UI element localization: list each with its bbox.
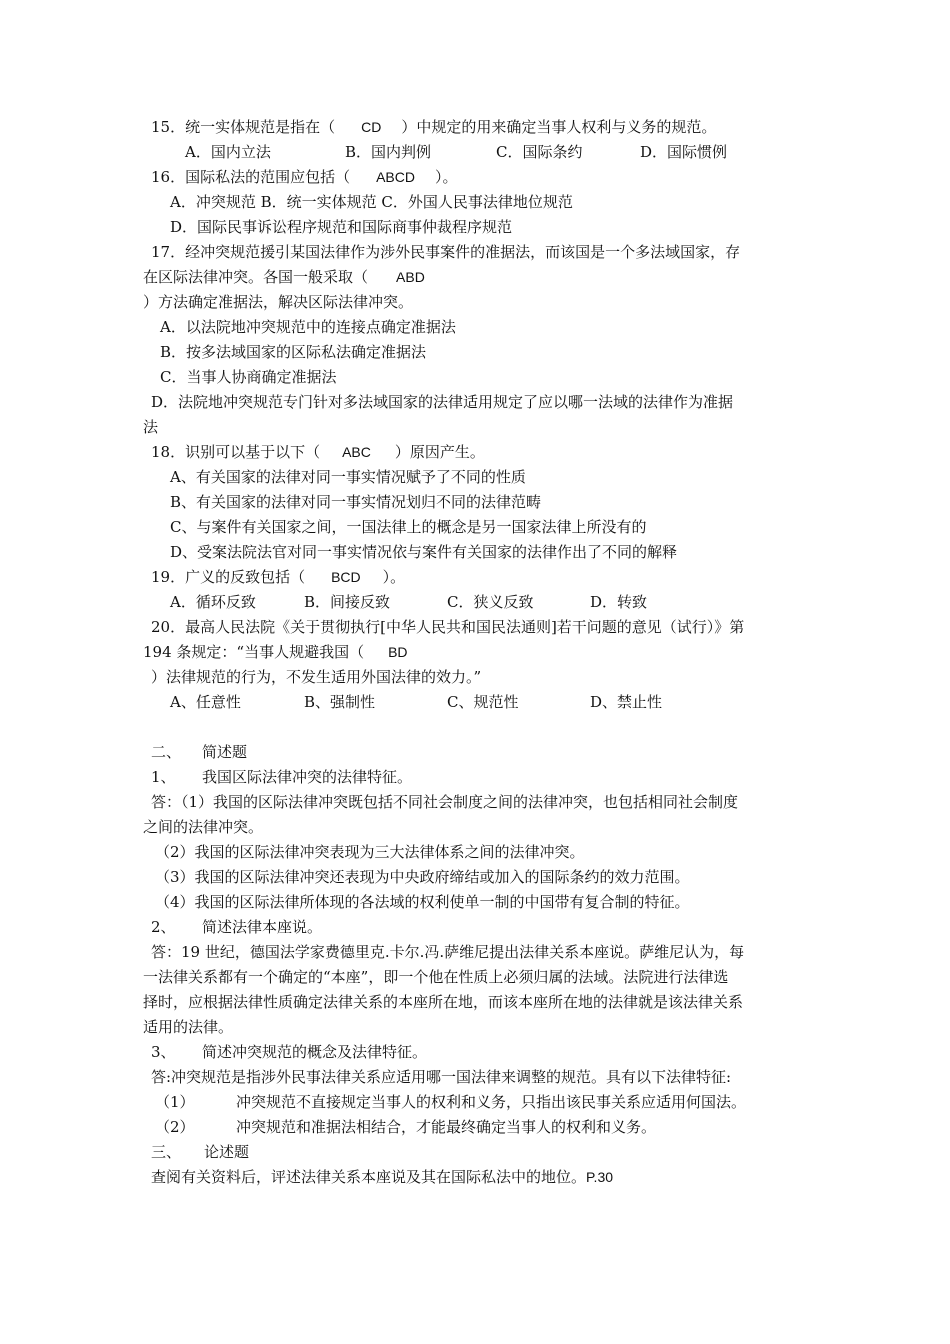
section-3-number: 三、 — [151, 1143, 182, 1161]
s2-item-2-title: 简述法律本座说。 — [202, 918, 323, 936]
question-15-stem — [151, 117, 716, 137]
q18-stem-before: 18．识别可以基于以下（ — [151, 443, 321, 461]
s2-item-3-answer-line: 答:冲突规范是指涉外民事法律关系应适用哪一国法律来调整的规范。具有以下法律特征: — [151, 1068, 732, 1086]
s2-item-3-point-2-text: 冲突规范和准据法相结合，才能最终确定当事人的权利和义务。 — [236, 1118, 657, 1136]
q17-option-c: C．当事人协商确定准据法 — [160, 368, 337, 386]
q19-option-b: B．间接反致 — [304, 593, 391, 611]
s2-item-1-answer-line: 之间的法律冲突。 — [143, 818, 264, 836]
q17-line3: ）方法确定准据法，解决区际法律冲突。 — [143, 293, 414, 311]
s2-item-2-answer-line: 择时，应根据法律性质确定法律关系的本座所在地，而该本座所在地的法律就是该法律关系 — [143, 993, 744, 1011]
q15-option-c: C．国际条约 — [496, 143, 583, 161]
q17-line2-before: 在区际法律冲突。各国一般采取（ — [143, 268, 369, 286]
s2-item-3-title: 简述冲突规范的概念及法律特征。 — [202, 1043, 428, 1061]
s2-item-1-answer-line: （4）我国的区际法律所体现的各法域的权利使单一制的中国带有复合制的特征。 — [155, 893, 690, 911]
q17-line1: 17．经冲突规范援引某国法律作为涉外民事案件的准据法，而该国是一个多法域国家，存 — [151, 243, 741, 261]
s2-item-2-number: 2、 — [151, 918, 176, 936]
q18-option-b: B、有关国家的法律对同一事实情况划归不同的法律范畴 — [170, 493, 542, 511]
s2-item-2-answer-line: 答：19 世纪，德国法学家费德里克.卡尔.冯.萨维尼提出法律关系本座说。萨维尼认为，每 — [151, 943, 745, 961]
q17-option-d-line1: D．法院地冲突规范专门针对多法域国家的法律适用规定了应以哪一法域的法律作为准据 — [151, 393, 734, 411]
q18-answer: ABC — [342, 444, 371, 460]
section-3-page-ref: P.30 — [586, 1169, 614, 1185]
s2-item-3-point-1-text: 冲突规范不直接规定当事人的权利和义务，只指出该民事关系应适用何国法。 — [236, 1093, 747, 1111]
s2-item-1-number: 1、 — [151, 768, 176, 786]
q17-option-b: B．按多法域国家的区际私法确定准据法 — [160, 343, 427, 361]
s2-item-3-number: 3、 — [151, 1043, 176, 1061]
q20-line2 — [143, 642, 408, 662]
s2-item-1-title: 我国区际法律冲突的法律特征。 — [202, 768, 413, 786]
q16-answer: ABCD — [376, 169, 415, 185]
q19-stem-after: ）。 — [382, 568, 406, 586]
q17-line2 — [143, 267, 425, 287]
q19-option-d: D．转致 — [590, 593, 648, 611]
q20-line3: ）法律规范的行为，不发生适用外国法律的效力。” — [151, 668, 482, 686]
q19-option-a: A．循环反致 — [170, 593, 256, 611]
s2-item-1-answer-line: （2）我国的区际法律冲突表现为三大法律体系之间的法律冲突。 — [155, 843, 585, 861]
q20-line2-before: 194 条规定：“当事人规避我国（ — [143, 643, 365, 661]
section-3-prompt — [151, 1167, 613, 1187]
question-18-stem — [151, 442, 485, 462]
q15-option-a: A．国内立法 — [185, 143, 271, 161]
q15-answer: CD — [361, 119, 382, 135]
s2-item-1-answer-line: （3）我国的区际法律冲突还表现为中央政府缔结或加入的国际条约的效力范围。 — [155, 868, 690, 886]
question-19-stem — [151, 567, 405, 587]
question-16-stem — [151, 167, 458, 187]
q16-options-line2: D．国际民事诉讼程序规范和国际商事仲裁程序规范 — [170, 218, 513, 236]
q18-option-a: A、有关国家的法律对同一事实情况赋予了不同的性质 — [170, 468, 526, 486]
q16-stem-before: 16．国际私法的范围应包括（ — [151, 168, 351, 186]
section-3-title: 论述题 — [204, 1143, 250, 1161]
q20-answer: BD — [388, 644, 408, 660]
q15-option-b: B．国内判例 — [345, 143, 432, 161]
s2-item-2-answer-line: 适用的法律。 — [143, 1018, 234, 1036]
s2-item-1-answer-line: 答：（1）我国的区际法律冲突既包括不同社会制度之间的法律冲突，也包括相同社会制度 — [151, 793, 739, 811]
q17-option-d-line2: 法 — [143, 418, 159, 436]
q15-stem-before: 15．统一实体规范是指在（ — [151, 118, 336, 136]
s2-item-2-answer-line: 一法律关系都有一个确定的“本座”，即一个他在性质上必须归属的法域。法院进行法律选 — [143, 968, 729, 986]
section-2-number: 二、 — [151, 743, 182, 761]
q15-option-d: D．国际惯例 — [640, 143, 728, 161]
section-3-text: 查阅有关资料后，评述法律关系本座说及其在国际私法中的地位。 — [151, 1168, 587, 1186]
q18-option-d: D、受案法院法官对同一事实情况依与案件有关国家的法律作出了不同的解释 — [170, 543, 678, 561]
q17-answer: ABD — [396, 269, 425, 285]
q17-option-a: A．以法院地冲突规范中的连接点确定准据法 — [160, 318, 456, 336]
q19-answer: BCD — [331, 569, 361, 585]
q18-option-c: C、与案件有关国家之间，一国法律上的概念是另一国家法律上所没有的 — [170, 518, 647, 536]
q16-options-line1: A．冲突规范 B．统一实体规范 C．外国人民事法律地位规范 — [170, 193, 573, 211]
q20-option-c: C、规范性 — [447, 693, 519, 711]
q20-line1: 20．最高人民法院《关于贯彻执行[中华人民共和国民法通则]若干问题的意见（试行）》第 — [151, 618, 745, 636]
q20-option-d: D、禁止性 — [590, 693, 663, 711]
q20-option-a: A、任意性 — [170, 693, 241, 711]
q15-stem-after: ）中规定的用来确定当事人权利与义务的规范。 — [401, 118, 717, 136]
s2-item-3-point-2-number: （2） — [155, 1118, 195, 1136]
q18-stem-after: ）原因产生。 — [394, 443, 485, 461]
s2-item-3-point-1-number: （1） — [155, 1093, 195, 1111]
section-2-title: 简述题 — [202, 743, 248, 761]
q16-stem-after: ）。 — [435, 168, 458, 186]
q20-option-b: B、强制性 — [304, 693, 376, 711]
q19-stem-before: 19．广义的反致包括（ — [151, 568, 306, 586]
q19-option-c: C．狭义反致 — [447, 593, 534, 611]
